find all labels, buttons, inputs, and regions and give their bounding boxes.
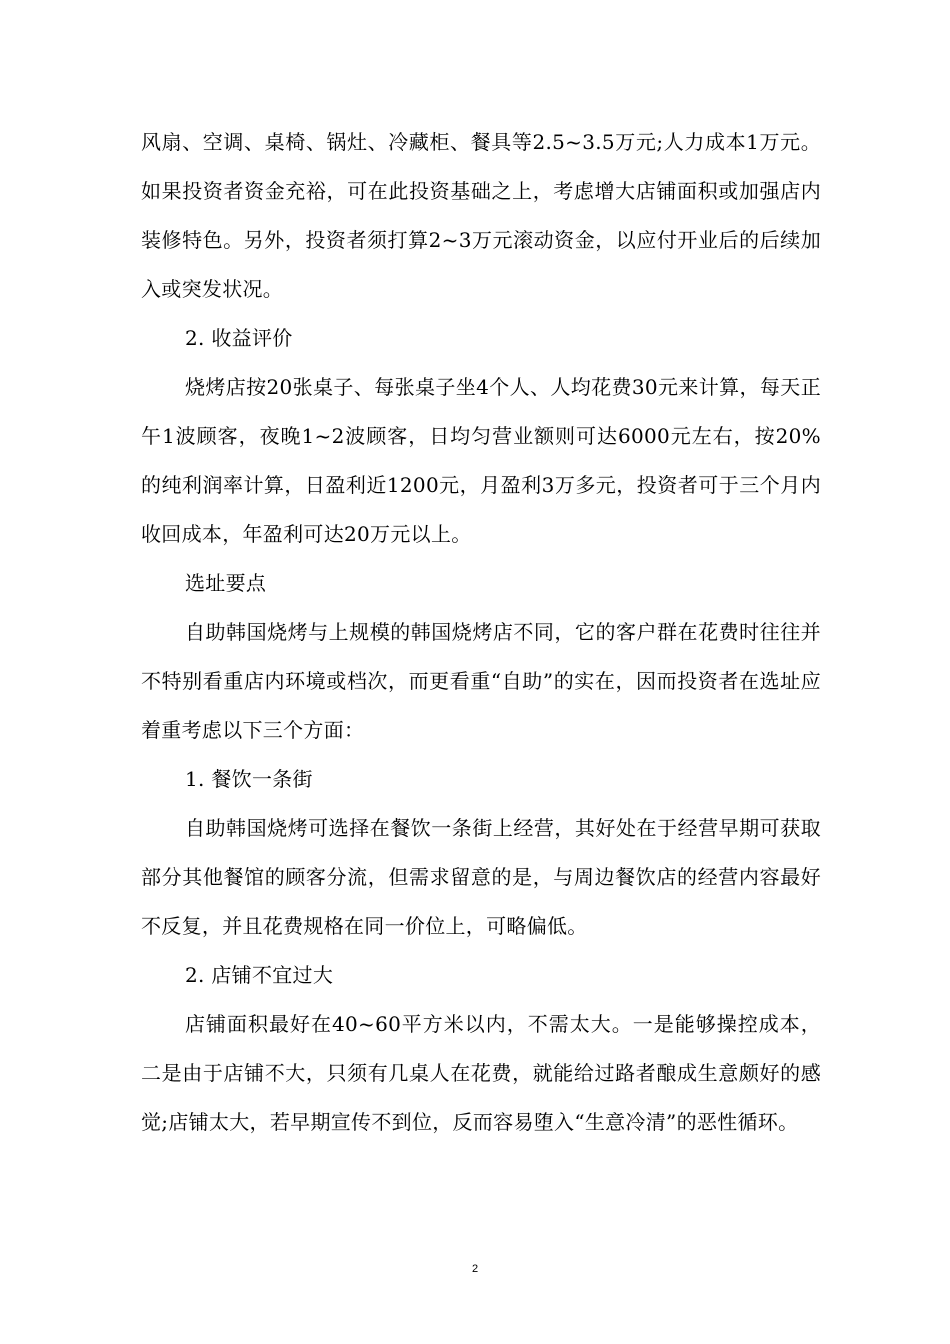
heading-food-street: 1. 餐饮一条街 [185,767,313,791]
document-body [141,118,821,1147]
paragraph-shop-size: 店铺面积最好在40~60平方米以内，不需太大。一是能够操控成本，二是由于店铺不大，只须有几桌人在花费，就能给过路者酿成生意颇好的感觉;店铺太大，若早期宣传不到位，反而容易堕入“生意冷清”的恶性循环。 [141,1012,821,1134]
page-number: 2 [471,1263,479,1275]
paragraph-revenue-calculation: 烧烤店按20张桌子、每张桌子坐4个人、人均花费30元来计算，每天正午1波顾客，夜晚1~2波顾客，日均匀营业额则可达6000元左右，按20%的纯利润率计算，日盈利近1200元，月盈利3万多元，投资者可于三个月内收回成本，年盈利可达20万元以上。 [141,375,821,546]
heading-shop-size: 2. 店铺不宜过大 [185,963,334,987]
heading-site-selection: 选址要点 [185,571,267,595]
paragraph-site-selection-intro: 自助韩国烧烤与上规模的韩国烧烤店不同，它的客户群在花费时往往并不特别看重店内环境或档次，而更看重“自助”的实在，因而投资者在选址应着重考虑以下三个方面： [141,620,821,742]
heading-revenue-evaluation: 2. 收益评价 [185,326,293,350]
paragraph-startup-costs: 风扇、空调、桌椅、锅灶、冷藏柜、餐具等2.5~3.5万元;人力成本1万元。如果投资者资金充裕，可在此投资基础之上，考虑增大店铺面积或加强店内装修特色。另外，投资者须打算2~3万元滚动资金，以应付开业后的后续加入或突发状况。 [141,130,821,301]
paragraph-food-street: 自助韩国烧烤可选择在餐饮一条街上经营，其好处在于经营早期可获取部分其他餐馆的顾客分流，但需求留意的是，与周边餐饮店的经营内容最好不反复，并且花费规格在同一价位上，可略偏低。 [141,816,821,938]
